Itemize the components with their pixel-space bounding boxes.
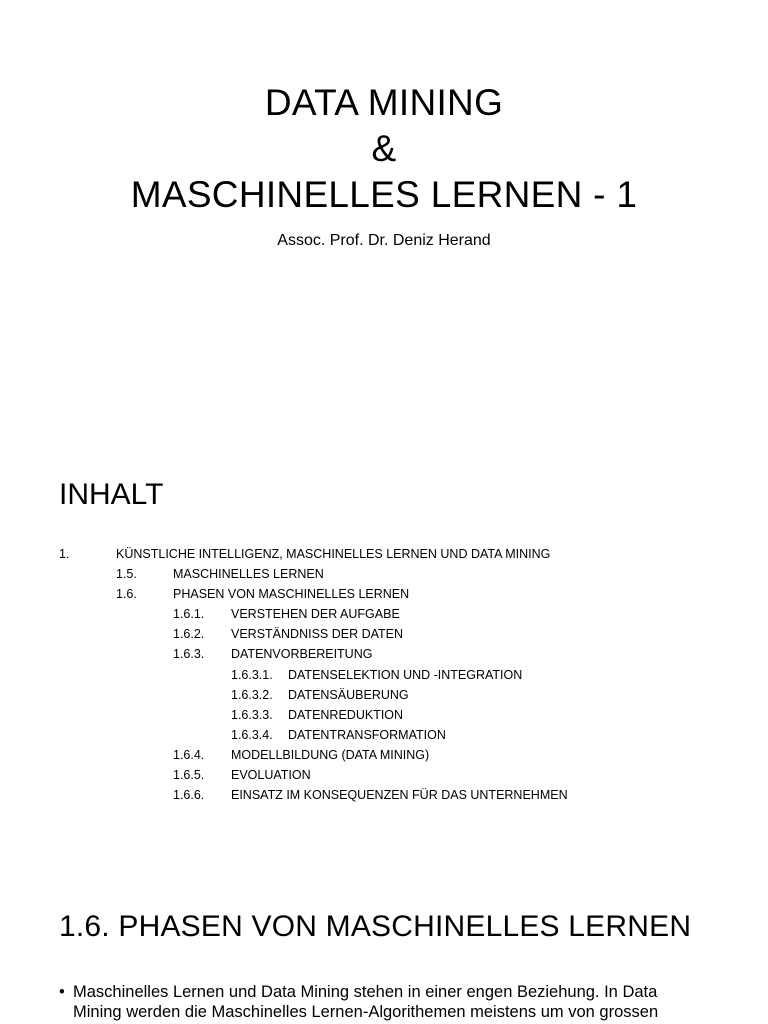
toc-heading: INHALT xyxy=(59,478,164,511)
title-line-1: DATA MINING xyxy=(264,82,504,123)
toc-item xyxy=(59,787,719,807)
toc-item-title: EINSATZ IM KONSEQUENZEN FÜR DAS UNTERNEHMEN xyxy=(231,788,568,803)
table-of-contents xyxy=(59,546,719,807)
toc-item-number: 1.6.5. xyxy=(173,768,205,783)
toc-item-title: DATENREDUKTION xyxy=(288,707,404,722)
toc-item-title: EVOLUATION xyxy=(231,768,311,783)
toc-item xyxy=(59,586,719,606)
bullet-text-line: Mining werden die Maschinelles Lernen-Algorithemen meistens um von grossen xyxy=(73,1003,659,1021)
toc-item xyxy=(59,707,719,727)
toc-item-title: VERSTÄNDNISS DER DATEN xyxy=(231,627,404,642)
toc-item xyxy=(59,646,719,666)
toc-item xyxy=(59,626,719,646)
toc-item-number: 1.6.3.2. xyxy=(231,687,273,702)
toc-item xyxy=(59,727,719,747)
toc-item-title: DATENVORBEREITUNG xyxy=(231,647,373,662)
toc-item-title: DATENSÄUBERUNG xyxy=(288,687,409,702)
toc-item-number: 1. xyxy=(59,547,70,561)
toc-item-number: 1.6.6. xyxy=(173,788,205,803)
toc-item xyxy=(59,546,719,566)
toc-item-title: MODELLBILDUNG (DATA MINING) xyxy=(231,747,430,762)
toc-item xyxy=(59,667,719,687)
toc-item-title: PHASEN VON MASCHINELLES LERNEN xyxy=(173,587,410,602)
toc-item xyxy=(59,767,719,787)
toc-item-number: 1.6.4. xyxy=(173,747,205,762)
toc-item-number: 1.6.2. xyxy=(173,627,205,642)
bullet-text-line: Maschinelles Lernen und Data Mining stehen in einer engen Beziehung. In Data xyxy=(73,983,658,1001)
toc-item xyxy=(59,747,719,767)
toc-item-number: 1.6.3.1. xyxy=(231,667,273,682)
toc-item-number: 1.6.1. xyxy=(173,607,205,622)
toc-item xyxy=(59,606,719,626)
bullet-dot-icon: • xyxy=(59,983,65,1001)
toc-item-title: DATENSELEKTION UND -INTEGRATION xyxy=(288,667,523,682)
toc-item-number: 1.6.3.4. xyxy=(231,727,273,742)
toc-item xyxy=(59,687,719,707)
toc-item-title: KÜNSTLICHE INTELLIGENZ, MASCHINELLES LERNEN UND DATA MINING xyxy=(116,547,551,561)
toc-item-number: 1.6.3.3. xyxy=(231,707,273,722)
toc-item-title: DATENTRANSFORMATION xyxy=(288,727,446,742)
toc-item-number: 1.5. xyxy=(116,567,137,582)
toc-item-number: 1.6. xyxy=(116,587,137,602)
toc-item-number: 1.6.3. xyxy=(173,647,205,662)
title-line-3: MASCHINELLES LERNEN - 1 xyxy=(130,174,638,215)
toc-item xyxy=(59,566,719,586)
toc-item-title: VERSTEHEN DER AUFGABE xyxy=(231,607,400,622)
title-line-2: & xyxy=(371,128,397,169)
section-heading: 1.6. PHASEN VON MASCHINELLES LERNEN xyxy=(59,910,692,943)
author: Assoc. Prof. Dr. Deniz Herand xyxy=(277,232,491,249)
toc-item-title: MASCHINELLES LERNEN xyxy=(173,567,324,582)
title-slide xyxy=(0,80,768,250)
